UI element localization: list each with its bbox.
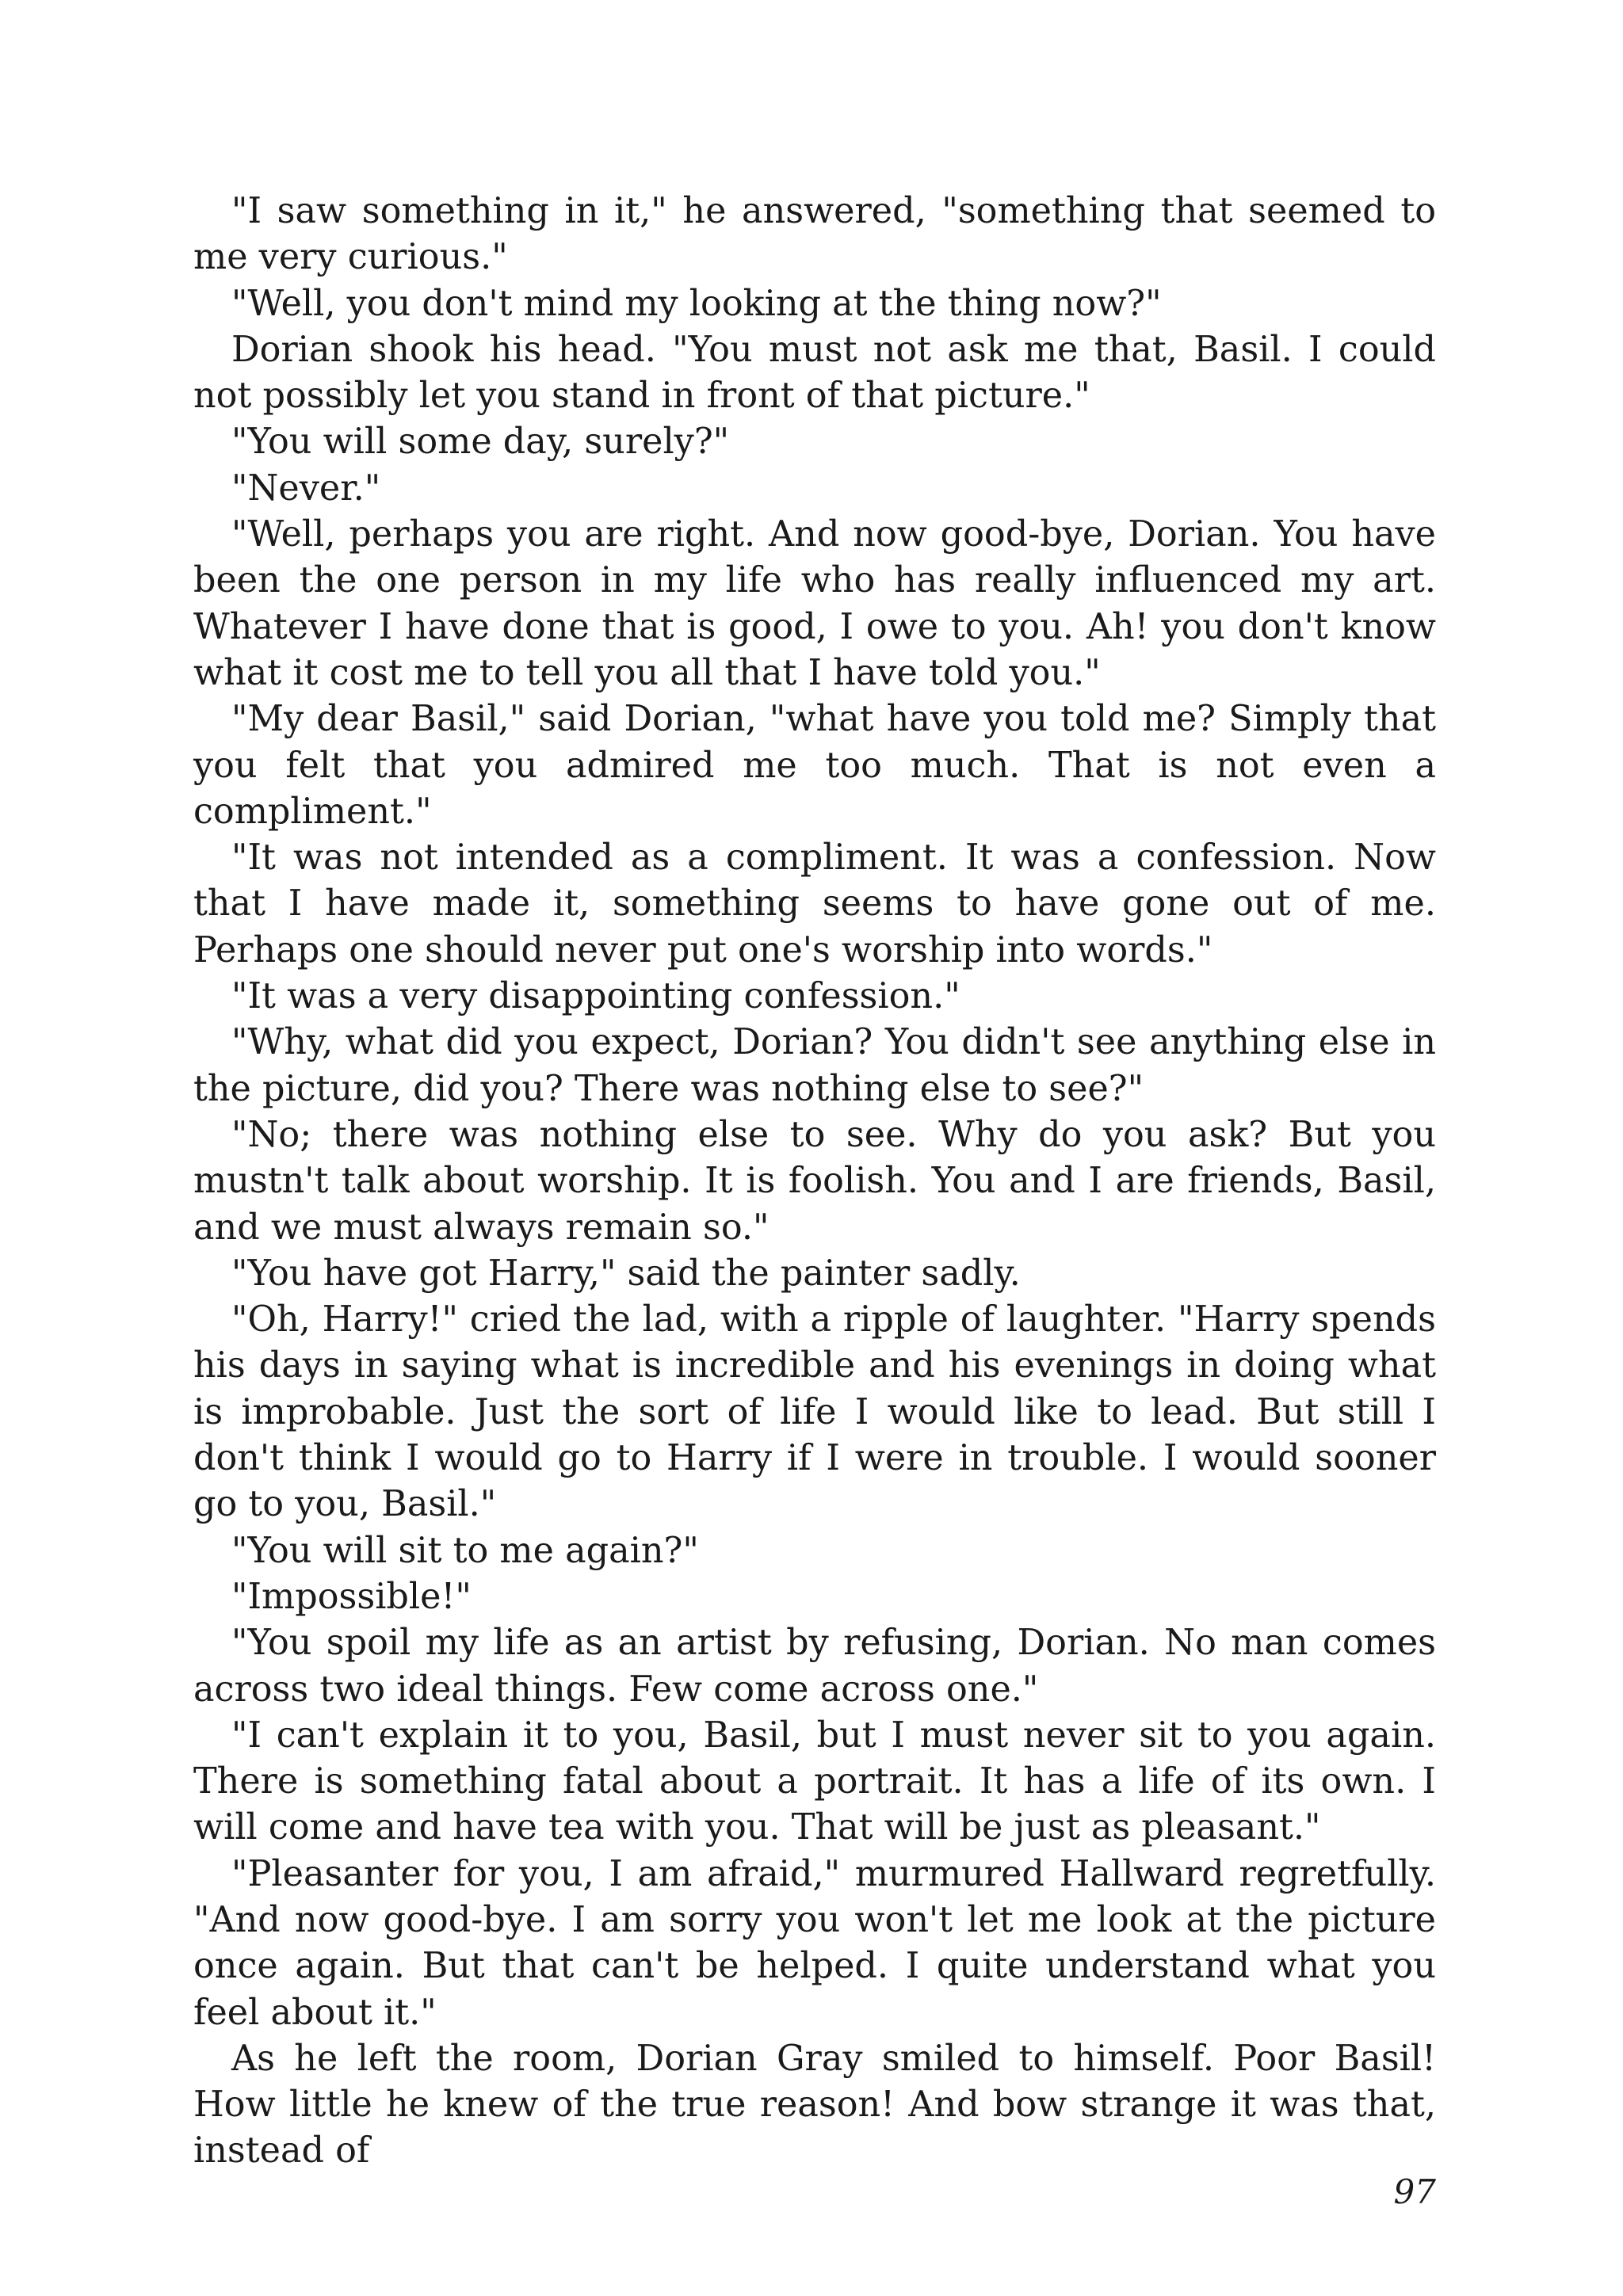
paragraph: "You will some day, surely?" — [231, 421, 730, 463]
paragraph: "You will sit to me again?" — [231, 1530, 699, 1571]
paragraph: "Impossible!" — [231, 1576, 472, 1617]
paragraph: "It was a very disappointing confession." — [231, 976, 960, 1017]
paragraph: "Why, what did you expect, Dorian? You didn't see anything else in the picture, did you? There was nothing else to see?" — [193, 1022, 1436, 1109]
paragraph: "You have got Harry," said the painter sadly. — [231, 1253, 1021, 1294]
paragraph: "Never." — [231, 467, 381, 509]
paragraph: "I can't explain it to you, Basil, but I must never sit to you again. There is something fatal about a portrait. It has a life of its own. I will come and have tea with you. That will be just as pleasant." — [193, 1714, 1436, 1848]
paragraph: "Well, you don't mind my looking at the thing now?" — [231, 283, 1162, 324]
page-number: 97 — [1393, 2172, 1436, 2211]
paragraph: As he left the room, Dorian Gray smiled to himself. Poor Basil! How little he knew of the true reason! And bow strange it was that, instead of — [193, 2038, 1436, 2172]
paragraph: "I saw something in it," he answered, "something that seemed to me very curious." — [193, 191, 1436, 278]
paragraph: "Pleasanter for you, I am afraid," murmured Hallward regretfully. "And now good-bye. I am sorry you won't let me look at the picture once again. But that can't be helped. I quite understand what you feel about it." — [193, 1853, 1436, 2033]
paragraph: "Oh, Harry!" cried the lad, with a ripple of laughter. "Harry spends his days in saying what is incredible and his evenings in doing what is improbable. Just the sort of life I would like to lead. But still I don't think I would go to Harry if I were in trouble. I would sooner go to you, Basil." — [193, 1299, 1436, 1525]
body-text — [193, 189, 1436, 2175]
paragraph: "You spoil my life as an artist by refusing, Dorian. No man comes across two ideal things. Few come across one." — [193, 1623, 1436, 1710]
paragraph: "Well, perhaps you are right. And now good-bye, Dorian. You have been the one person in my life who has really influenced my art. Whatever I have done that is good, I owe to you. Ah! you don't know what it cost me to tell you all that I have told you." — [193, 514, 1436, 693]
paragraph: "It was not intended as a compliment. It was a confession. Now that I have made it, something seems to have gone out of me. Perhaps one should never put one's worship into words." — [193, 837, 1436, 971]
paragraph: "No; there was nothing else to see. Why do you ask? But you mustn't talk about worship. It is foolish. You and I are friends, Basil, and we must always remain so." — [193, 1114, 1436, 1248]
paragraph: "My dear Basil," said Dorian, "what have you told me? Simply that you felt that you admired me too much. That is not even a compliment." — [193, 699, 1436, 832]
paragraph: Dorian shook his head. "You must not ask me that, Basil. I could not possibly let you stand in front of that picture." — [193, 329, 1436, 417]
